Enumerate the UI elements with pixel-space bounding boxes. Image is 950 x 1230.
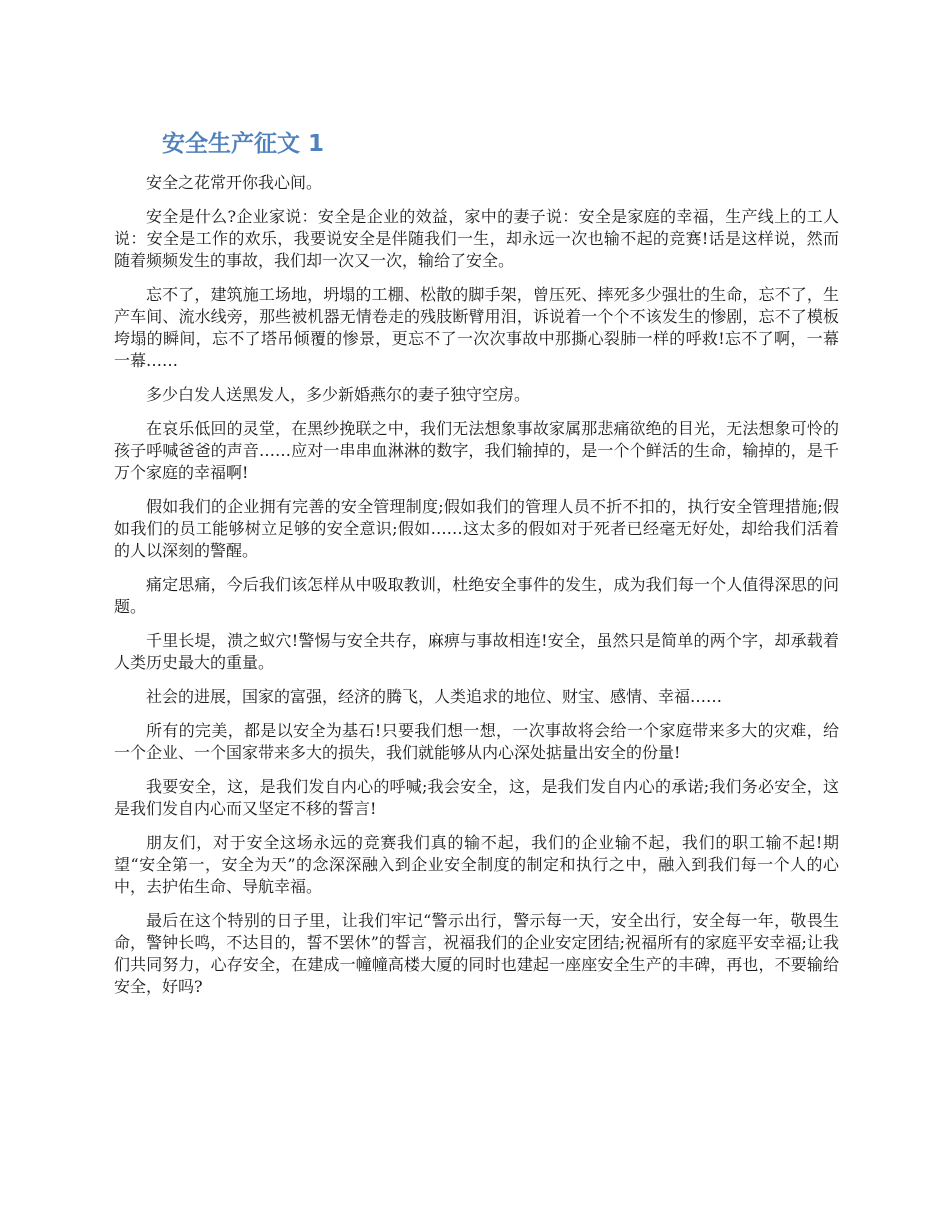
paragraph: 千里长堤，溃之蚁穴!警惕与安全共存，麻痹与事故相连!安全，虽然只是简单的两个字，却承载着人类历史最大的重量。	[114, 631, 839, 672]
document-title: 安全生产征文 1	[162, 131, 325, 157]
paragraph: 最后在这个特别的日子里，让我们牢记“警示出行，警示每一天，安全出行，安全每一年，敬畏生命，警钟长鸣，不达目的，誓不罢休”的誓言，祝福我们的企业安定团结;祝福所有的家庭平安幸福;让我们共同努力，心存安全，在建成一幢幢高楼大厦的同时也建起一座座安全生产的丰碑，再也，不要输给安全，好吗?	[114, 911, 839, 996]
paragraph: 安全之花常开你我心间。	[146, 173, 323, 192]
paragraph: 社会的进展，国家的富强，经济的腾飞，人类追求的地位、财宝、感情、幸福……	[146, 687, 723, 706]
document-body	[114, 172, 839, 1010]
paragraph: 假如我们的企业拥有完善的安全管理制度;假如我们的管理人员不折不扣的，执行安全管理措施;假如我们的员工能够树立足够的安全意识;假如……这太多的假如对于死者已经毫无好处，却给我们活着的人以深刻的警醒。	[114, 497, 839, 560]
paragraph: 朋友们，对于安全这场永远的竞赛我们真的输不起，我们的企业输不起，我们的职工输不起!期望“安全第一，安全为天”的念深深融入到企业安全制度的制定和执行之中，融入到我们每一个人的心中，去护佑生命、导航幸福。	[114, 833, 839, 896]
paragraph: 忘不了，建筑施工场地，坍塌的工棚、松散的脚手架，曾压死、摔死多少强壮的生命，忘不了，生产车间、流水线旁，那些被机器无情卷走的残肢断臂用泪，诉说着一个个不该发生的惨剧，忘不了模板垮塌的瞬间，忘不了塔吊倾覆的惨景，更忘不了一次次事故中那撕心裂肺一样的呼救!忘不了啊，一幕一幕……	[114, 285, 839, 370]
paragraph: 在哀乐低回的灵堂，在黑纱挽联之中，我们无法想象事故家属那悲痛欲绝的目光，无法想象可怜的孩子呼喊爸爸的声音……应对一串串血淋淋的数字，我们输掉的，是一个个鲜活的生命，输掉的，是千万个家庭的幸福啊!	[114, 419, 839, 482]
paragraph: 我要安全，这，是我们发自内心的呼喊;我会安全，这，是我们发自内心的承诺;我们务必安全，这是我们发自内心而又坚定不移的誓言!	[114, 777, 839, 818]
paragraph: 多少白发人送黑发人，多少新婚燕尔的妻子独守空房。	[146, 385, 531, 404]
paragraph: 所有的完美，都是以安全为基石!只要我们想一想，一次事故将会给一个家庭带来多大的灾难，给一个企业、一个国家带来多大的损失，我们就能够从内心深处掂量出安全的份量!	[114, 721, 839, 762]
paragraph: 痛定思痛，今后我们该怎样从中吸取教训，杜绝安全事件的发生，成为我们每一个人值得深思的问题。	[114, 575, 839, 616]
paragraph: 安全是什么?企业家说：安全是企业的效益，家中的妻子说：安全是家庭的幸福，生产线上的工人说：安全是工作的欢乐，我要说安全是伴随我们一生，却永远一次也输不起的竞赛!话是这样说，然而随着频频发生的事故，我们却一次又一次，输给了安全。	[114, 207, 839, 270]
